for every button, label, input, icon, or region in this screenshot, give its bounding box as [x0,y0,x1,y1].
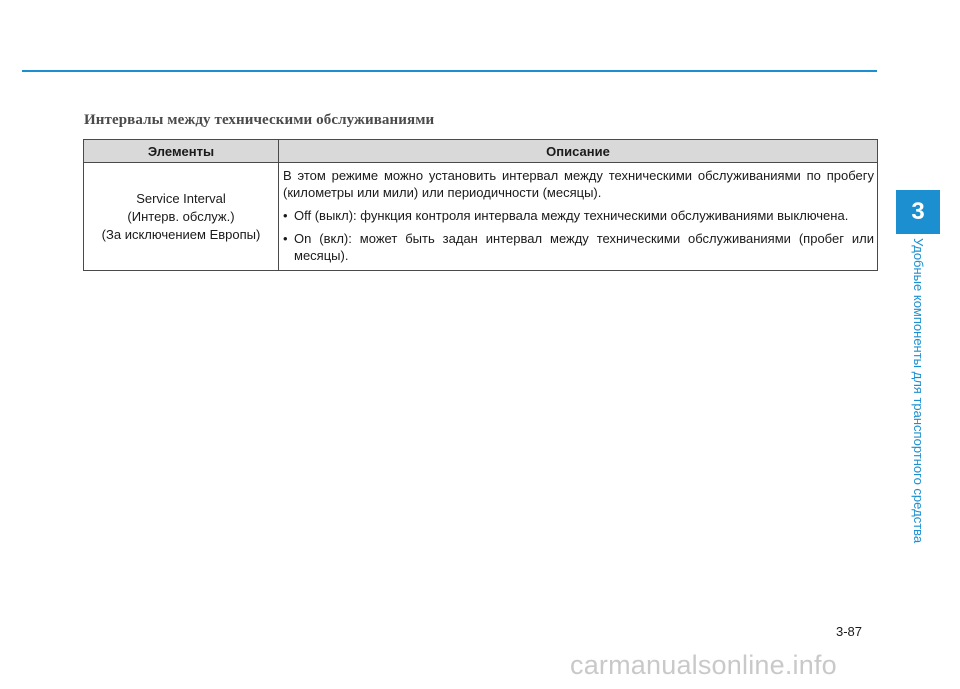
table-row [84,163,878,271]
section-title: Интервалы между техническими обслуживаниями [84,112,435,128]
header-description: Описание [279,140,878,163]
description-cell [279,163,878,271]
bullet-off [283,207,874,224]
bullet-on-text: On (вкл): может быть задан интервал между техническими обслуживаниями (пробег или месяцы). [294,231,874,263]
element-region-note: (За исключением Европы) [101,226,261,242]
chapter-label: Удобные компоненты для транспортного средства [911,238,926,544]
table-header-row [84,140,878,163]
page-number: 3-87 [836,624,863,639]
spec-table [83,139,878,271]
watermark: carmanualsonline.info [570,650,837,680]
bullet-off-text: Off (выкл): функция контроля интервала между техническими обслуживаниями выключена. [294,208,849,223]
element-name: Service Interval [136,190,226,206]
bullet-on [283,230,874,264]
top-rule [22,70,877,72]
description-intro: В этом режиме можно установить интервал между техническими обслуживаниями по пробегу (километры или мили) или периодичности (месяцы). [283,168,874,200]
chapter-tab: 3 [896,190,940,234]
element-cell [84,163,279,271]
header-elements: Элементы [84,140,279,163]
bullet-dot-icon: • [283,208,288,223]
bullet-dot-icon: • [283,231,288,246]
element-name-short: (Интерв. обслуж.) [127,208,235,224]
